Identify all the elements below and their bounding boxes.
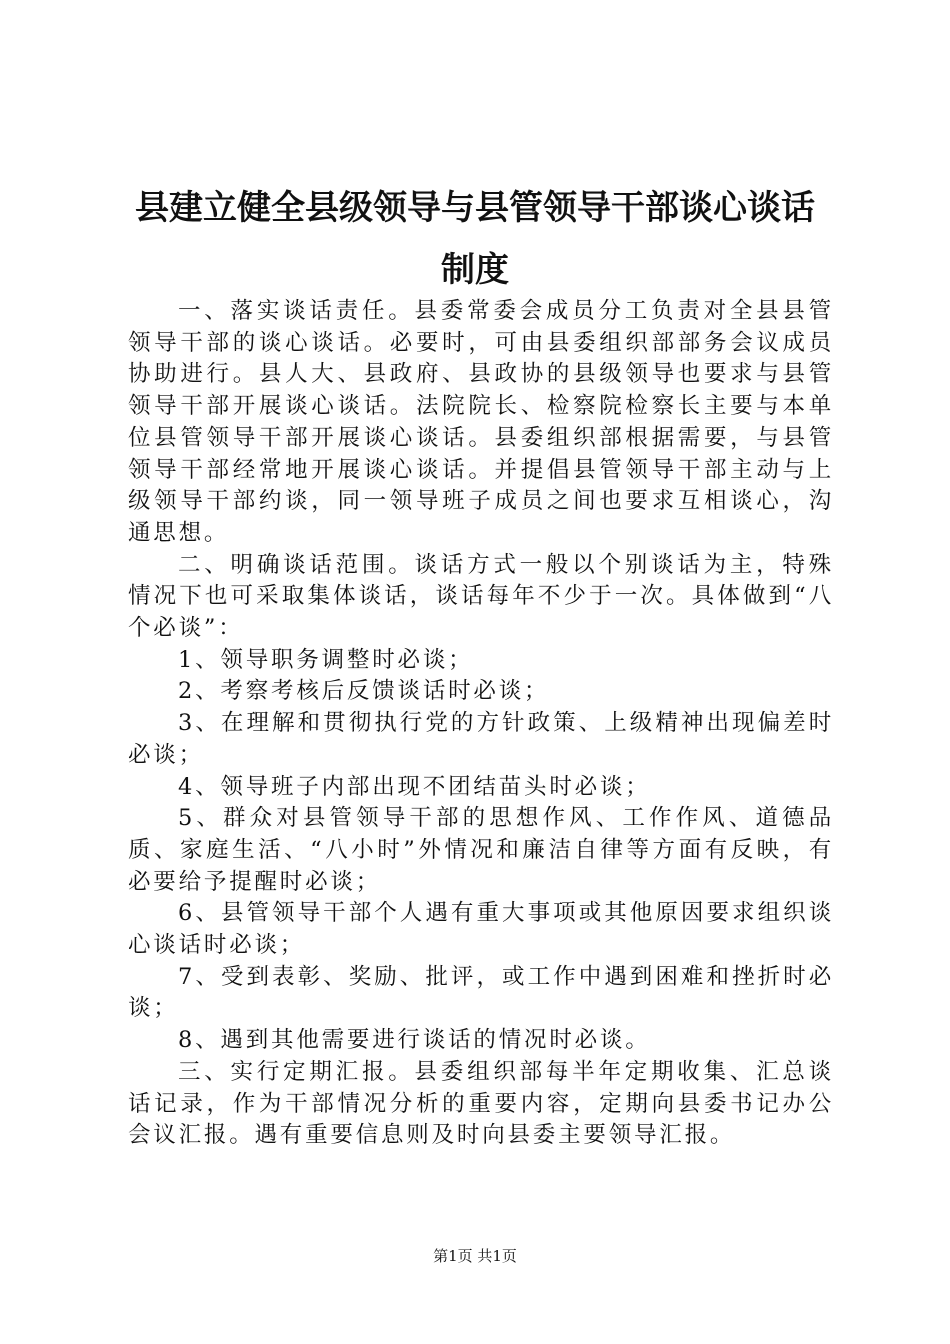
paragraph-reporting: 三、实行定期汇报。县委组织部每半年定期收集、汇总谈话记录，作为干部情况分析的重要内容，定期向县委书记办公会议汇报。遇有重要信息则及时向县委主要领导汇报。 xyxy=(128,1058,834,1149)
page-footer: 第1页 共1页 xyxy=(433,1247,517,1265)
list-item-1: 1、领导职务调整时必谈； xyxy=(178,646,474,673)
list-item-6: 6、县管领导干部个人遇有重大事项或其他原因要求组织谈心谈话时必谈； xyxy=(128,900,834,959)
list-item-8: 8、遇到其他需要进行谈话的情况时必谈。 xyxy=(178,1027,651,1054)
list-item-5: 5、群众对县管领导干部的思想作风、工作作风、道德品质、家庭生活、“八小时”外情况和廉洁自律等方面有反映，有必要给予提醒时必谈； xyxy=(128,805,834,895)
list-item-3: 3、在理解和贯彻执行党的方针政策、上级精神出现偏差时必谈； xyxy=(128,710,834,768)
document-title-line2: 制度 xyxy=(441,250,509,290)
list-item-7: 7、受到表彰、奖励、批评，或工作中遇到困难和挫折时必谈； xyxy=(128,963,834,1022)
list-item-2: 2、考察考核后反馈谈话时必谈； xyxy=(178,678,550,705)
list-item-4: 4、领导班子内部出现不团结苗头时必谈； xyxy=(178,773,651,800)
document-title-line1: 县建立健全县级领导与县管领导干部谈心谈话 xyxy=(135,188,815,228)
paragraph-responsibility: 一、落实谈话责任。县委常委会成员分工负责对全县县管领导干部的谈心谈话。必要时，可由县委组织部部务会议成员协助进行。县人大、县政府、县政协的县级领导也要求与县管领导干部开展谈心谈话。法院院长、检察院检察长主要与本单位县管领导干部开展谈心谈话。县委组织部根据需要，与县管领导干部经常地开展谈心谈话。并提倡县管领导干部主动与上级领导干部约谈，同一领导班子成员之间也要求互相谈心，沟通思想。 xyxy=(128,298,834,546)
paragraph-scope: 二、明确谈话范围。谈话方式一般以个别谈话为主，特殊情况下也可采取集体谈话，谈话每年不少于一次。具体做到“八个必谈”： xyxy=(128,551,834,642)
document-body xyxy=(128,296,834,1152)
